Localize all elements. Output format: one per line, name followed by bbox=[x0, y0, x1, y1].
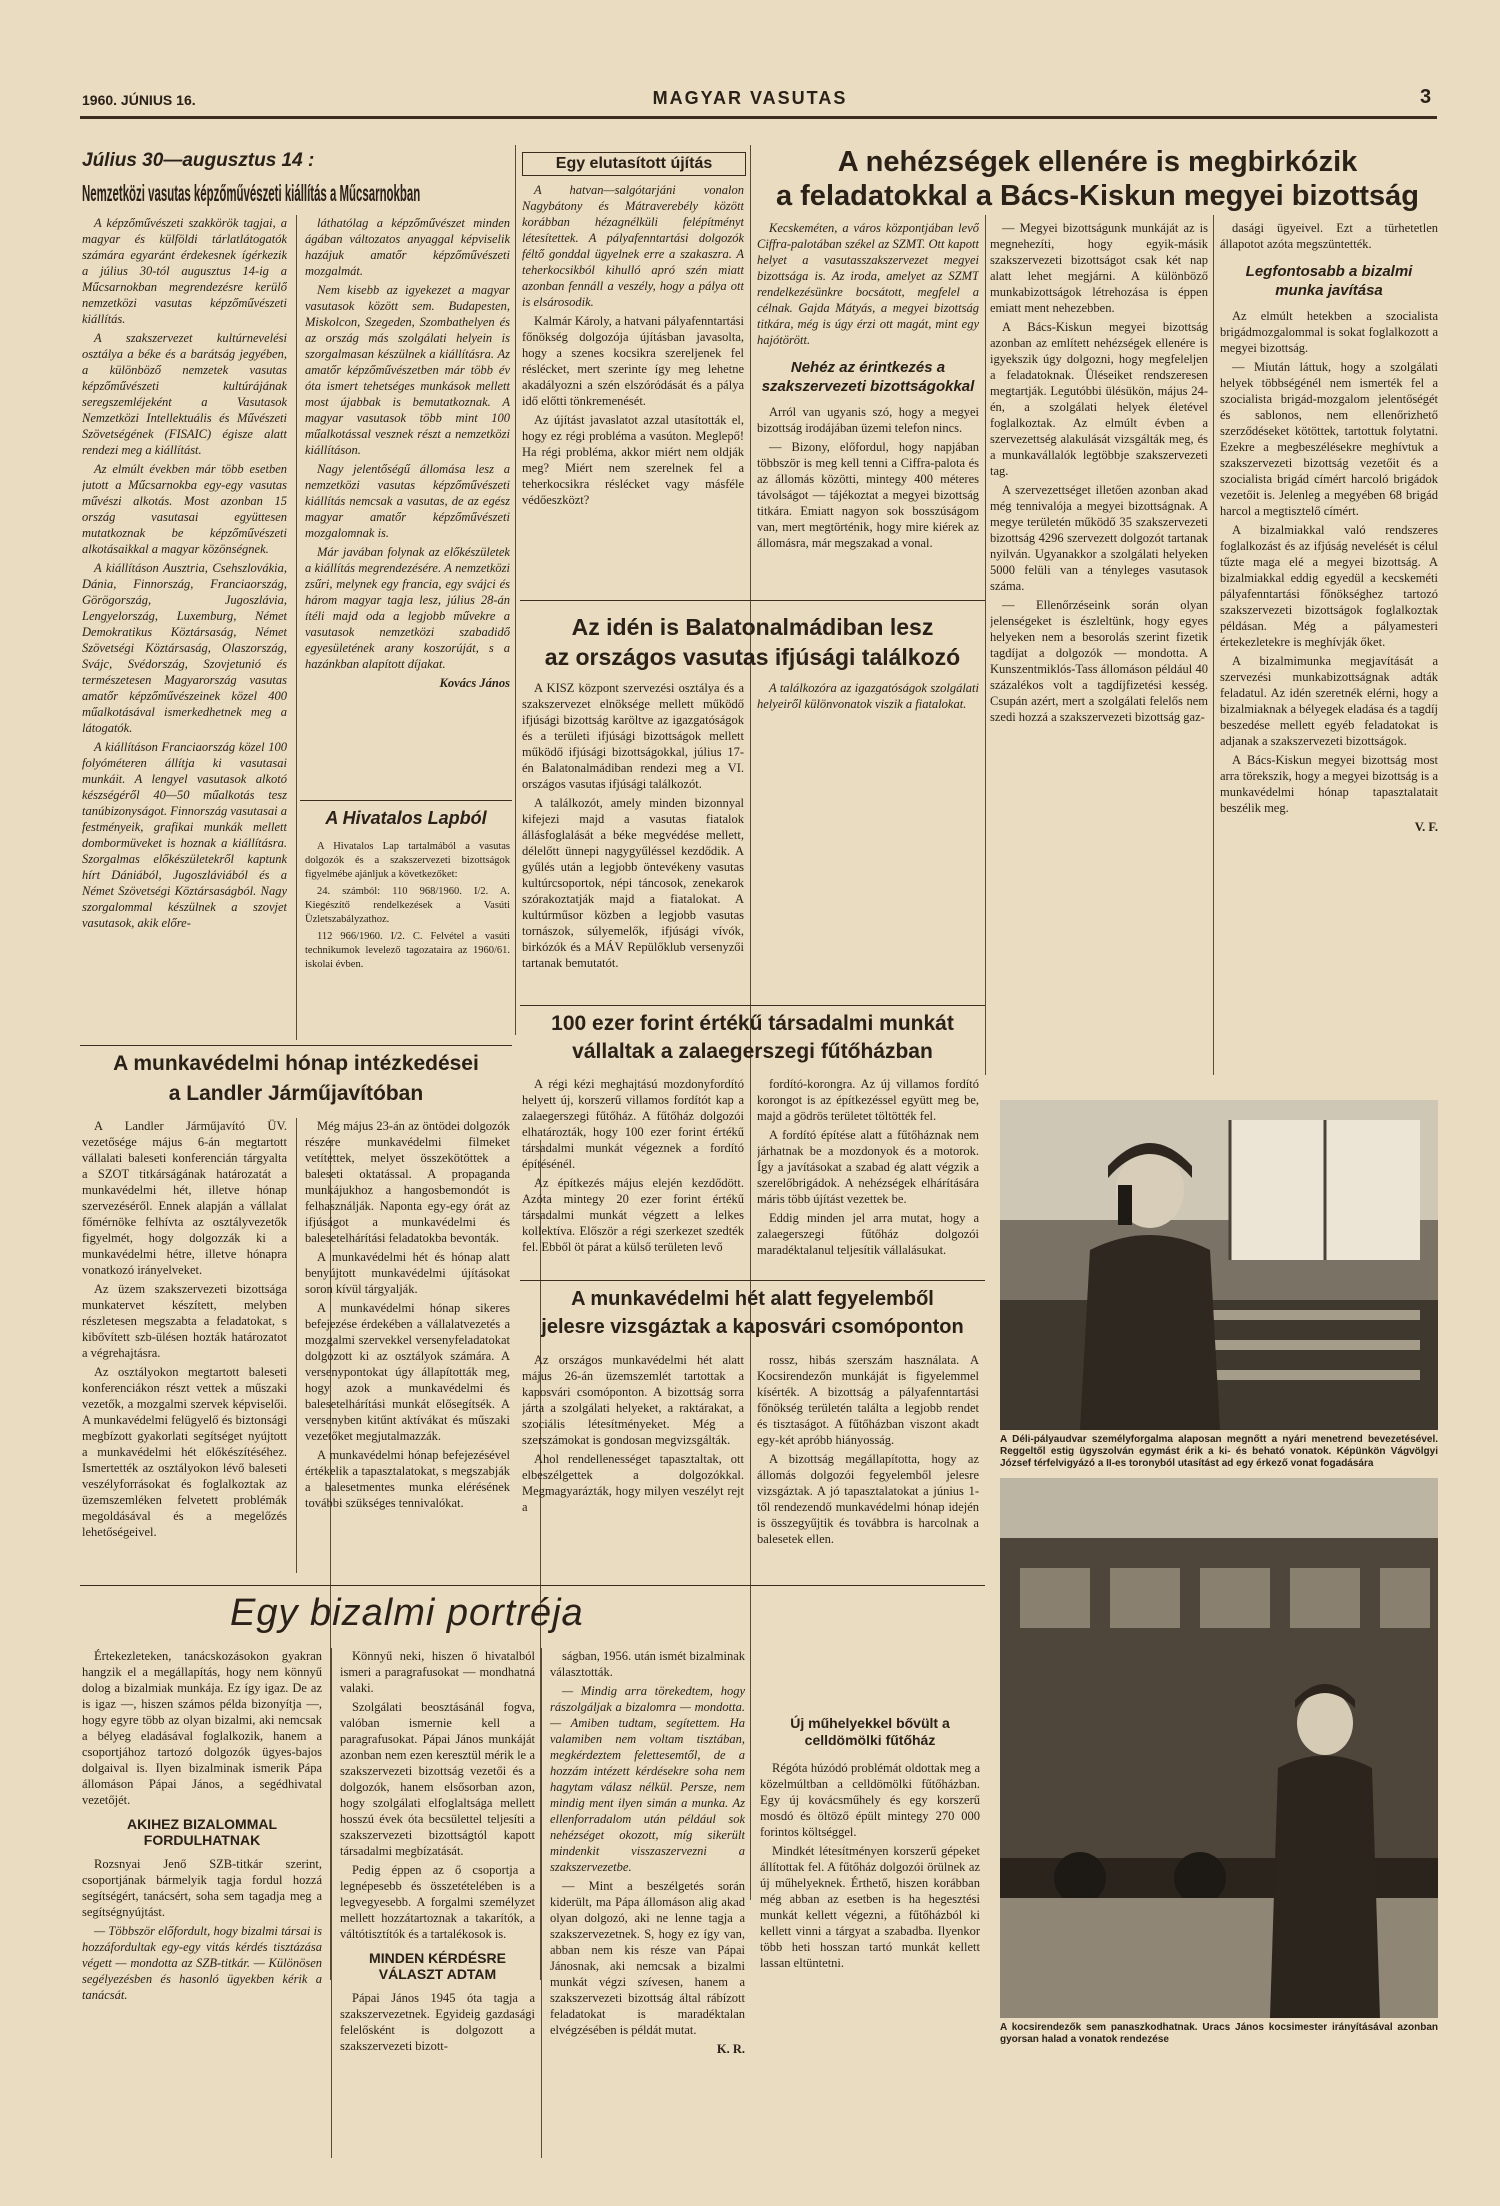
art1-col1 bbox=[82, 215, 287, 1040]
art5-p3: A találkozóra az igazgatóságok szolgálati helyeiről különvonatok viszik a fiatalokat. bbox=[757, 681, 979, 711]
art4-p7: — Ellenőrzéseink során olyan jelenségeket is észleltünk, hogy egyes helyeken nem a besorolás szerint fizetik tagdíjat a dolgozók — mondotta. A Kunszentmiklós-Tass állomáson például 40 százalékos volt a tagdíjfizetési kesség. Csupán azért, mert a szolgálati felelős nem szedi hozzá a szakszervezeti bizottság gaz- bbox=[990, 598, 1208, 724]
art3-p2: Kalmár Károly, a hatvani pályafenntartási főnökség dolgozója újításban javasolta, hogy a szenes kocsikra szereljenek fel réslécket, mert szerinte így meg lehetne akadályozni a szén elszóródását és a pálya idő előtti tönkremenését. bbox=[522, 314, 744, 408]
art8-p5: A munkavédelmi hét és hónap alatt benyújtott munkavédelmi újításokat soron kívül tárgyalják. bbox=[305, 1250, 510, 1296]
art8-p7: A munkavédelmi hónap befejezésével értékelik a tapasztalatokat, s megszabják a balesetmentes munka elérésének további szükséges tennivalókat. bbox=[305, 1448, 510, 1510]
art1-kicker: Július 30—augusztus 14 : bbox=[82, 150, 315, 171]
art5-p1: A KISZ központ szervezési osztálya és a szakszervezet elnöksége mellett működő ifjúsági bizottság karöltve az igazgatóságok és a területi ifjúsági bizottságok mellett működő ifjúsági bizottságokkal, július 17-én Balatonalmádiban rendezi meg a VI. országos vasutas ifjúsági találkozót. bbox=[522, 681, 744, 791]
art4-p2: Arról van ugyanis szó, hogy a megyei bizottság irodájában üzemi telefon nincs. bbox=[757, 405, 979, 435]
art9-col1 bbox=[82, 1648, 322, 2158]
art4-p1: Kecskeméten, a város központjában levő Ciffra-palotában székel az SZMT. Ott kapott helyet a vasutasszakszervezet megyei bizottsága is. Az iroda, amelyet az SZMT rendelkezésünkre bocsátott, megfelel a célnak. Gajda Mátyás, a megyei bizottság titkára, még is úgy érzi ott magát, mint egy hajótörött. bbox=[757, 221, 979, 347]
art5-col2 bbox=[757, 680, 979, 1005]
photo-shunting-yard-illustration bbox=[1000, 1478, 1438, 2018]
art9-p9: — Mindig arra törekedtem, hogy rászolgáljak a bizalomra — mondotta. — Amiben tudtam, segítettem. Ha valamiben nem voltam tisztában, megkérdeztem felettesemtől, de a hozzám intézett kérdésekre soha nem hagytam válasz nélkül. Persze, nem mindig ment ilyen simán a munka. Az ellenforradalom után például sok nehézséget okozott, míg sikerült mindenkit visszaszervezni a szakszervezetbe. bbox=[550, 1684, 745, 1874]
art9-col3 bbox=[550, 1648, 745, 2158]
section-rule bbox=[300, 800, 512, 801]
art1-signature: Kovács János bbox=[439, 676, 510, 690]
art10-body bbox=[760, 1760, 980, 2160]
art4-title-line1: A nehézségek ellenére is megbirkózik bbox=[837, 146, 1358, 178]
photo-signal-tower bbox=[1000, 1100, 1438, 1430]
art5-title-line2: az országos vasutas ifjúsági találkozó bbox=[544, 644, 961, 670]
art9-p2: Rozsnyai Jenő SZB-titkár szerint, csoportjának bármelyik tagja fordul hozzá segítségért, tanácsért, soha sem tagadja meg a segítségnyújtást. bbox=[82, 1857, 322, 1919]
photo-shunting-yard bbox=[1000, 1478, 1438, 2018]
art1-title: Nemzetközi vasutas képzőművészeti kiállítás a Műcsarnokban bbox=[82, 180, 421, 207]
art7-col2 bbox=[757, 1352, 979, 1557]
art4-sub2: Legfontosabb a bizalmi munka javítása bbox=[1245, 263, 1413, 299]
column-rule bbox=[331, 1648, 332, 2158]
art8-p1: A Landler Járműjavító ÜV. vezetősége május 6-án megtartott vállalati baleseti konferencián tárgyalta a SZOT titkárságának határozatát a munkavédelmi hét, illetve hónap szervezéséről. Ennek alapján a vállalat főmérnöke felhívta az osztályvezetők figyelmét, hogy dolgozzák ki a munkavédelmi hétre, illetve hónapra vonatkozó irányelveket. bbox=[82, 1119, 287, 1277]
art8-p4: Még május 23-án az öntödei dolgozók részére munkavédelmi filmeket vetítettek, melyet összekötöttek a baleseti oktatással. A propaganda munkájukhoz a hangosbemondót is felhasználják. Naponta egy-egy órát az ifjúságot a munkavédelmi és balesetelhárítási feladatokba bevonták. bbox=[305, 1119, 510, 1245]
art1-p7: Nem kisebb az igyekezet a magyar vasutasok között sem. Budapesten, Miskolcon, Szegeden, Szombathelyen és az ország más szolgálati helyein is szorgalmasan készülnek a kiállításra. Az amatőr képzőművészetben már több év óta ismert tehetséges munkások mellett most újabbak is bemutatkoznak. A magyar vasutasok több mint 100 műalkotással vesznek részt a nemzetközi kiállításon. bbox=[305, 283, 510, 457]
art6-title-line1: 100 ezer forint értékű társadalmi munkát bbox=[551, 1012, 954, 1035]
art1-p6: láthatólag a képzőművészet minden ágában változatos anyaggal képviselik hazájuk amatőr képzőművészeti mozgalmát. bbox=[305, 216, 510, 278]
photo-signal-tower-illustration bbox=[1000, 1100, 1438, 1430]
column-rule bbox=[515, 145, 516, 1035]
art9-p1: Értekezleteken, tanácskozásokon gyakran hangzik el a megállapítás, hogy nem könnyű dolog a bizalmiak munkája. Ez így igaz. De az is igaz —, hiszen számos példa bizonyítja —, hogy egyre több az olyan bizalmi, aki nemcsak a bélyeg eladásával foglalkozik, hanem a csoportjához tartozó dolgozók ügyes-bajos dolgaival is. Ilyen bizalminak ismerik Pápa állomáson Pápai János, a segédhivatal vezetőjét. bbox=[82, 1649, 322, 1807]
art1-col2 bbox=[305, 215, 510, 805]
section-rule bbox=[80, 1045, 512, 1046]
art5-col1 bbox=[522, 680, 744, 1005]
art6-p2: Az építkezés május elején kezdődött. Azóta mintegy 20 ezer forint értékű társadalmi munkát végzett a lelkes kollektíva. Először a régi szerkezet szedték fel. Ebből öt párat a külső területen levő bbox=[522, 1176, 744, 1254]
art4-p13: A Bács-Kiskun megyei bizottság most arra törekszik, hogy a megyei bizottság is a munkavédelmi hónap tapasztalatait beszélik meg. bbox=[1220, 753, 1438, 815]
art4-title-line2: a feladatokkal a Bács-Kiskun megyei bizottság bbox=[775, 180, 1420, 212]
art8-p6: A munkavédelmi hónap sikeres befejezése érdekében a vállalatvezetés a mozgalmi szervekkel versenyfeladatokat dolgozott ki az osztályok számára. A versenypontokat úgy állapították meg, hogy azok a munkavédelmi és balesetelhárítási munkát elősegítsék. A versenyben kitűnt aktívákat és műszaki vezetőket megjutalmazzák. bbox=[305, 1301, 510, 1443]
photo2-caption: A kocsirendezők sem panaszkodhatnak. Uracs János kocsimester irányításával azonban gyorsan halad a vonatok rendezése bbox=[1000, 2022, 1438, 2045]
art1-p5: A kiállításon Franciaország közel 100 folyóméteren állítja ki vasutasai munkáit. A lengyel vasutasok alkotó készségéről 40—50 műalkotás tesz tanúbizonyságot. Finnország vasutasai a festményeik, grafikai munkák mellett dombormüveket is hoznak a kiállításra. Szorgalmas előkészületekről kaptunk hírt Dániából, Jugoszláviából és a Német Szövetségi Köztársaságból. Nagy szorgalommal készülnek a szovjet vasutasok, akik előre- bbox=[82, 740, 287, 930]
art4-p11: A bizalmiakkal való rendszeres foglalkozást és az ifjúság nevelését is célul tűzte maga elé a megyei bizottság. A bizalmiakkal eddig egyedül a kecskeméti pályafenntartási főnökséghez tartozó szakszervezeti bizottságok foglalkoztak példásan. Még a pályamesteri értekezletekre is meghívják őket. bbox=[1220, 523, 1438, 649]
art4-col3 bbox=[1220, 220, 1438, 1075]
art4-p4: — Megyei bizottságunk munkáját az is megnehezíti, hogy egyik-másik szakszervezeti bizottságot csak két nap alatt lehet megjárni. A különböző munkabizottságok létrehozása is éppen emiatt ment nehezebben. bbox=[990, 221, 1208, 315]
art8-p3: Az osztályokon megtartott baleseti konferenciákon részt vettek a műszaki vezetők, a mozgalmi szervek képviselői. A munkavédelmi felügyelő és biztonsági megbízott gyakorlati segítséget nyújtott a munkavédelmi hét előkészítéséhez. Ismertették az osztályokon lévő baleseti veszélyforrásokat és foglalkoztak az üzemszemléken felvetett problémák megoldásával és a megelőzés lehetőségeivel. bbox=[82, 1365, 287, 1539]
art4-p3: — Bizony, előfordul, hogy napjában többször is meg kell tenni a Ciffra-palota és az állomás közötti, mintegy 400 méteres távolságot — tájékoztat a megyei bizottság titkára. Emiatt nagyon sok bosszúságom van, mert megtörténik, hogy mire kiérek az állomásra, már megszakad a vonal. bbox=[757, 440, 979, 550]
column-rule bbox=[296, 1118, 297, 1573]
art7-col1 bbox=[522, 1352, 744, 1557]
art8-p2: Az üzem szakszervezeti bizottsága munkatervet készített, melyben részletesen megszabta a feladatokat, s kibővített szb-ülésen hozták határozatot a végrehajtásra. bbox=[82, 1282, 287, 1360]
art8-col1 bbox=[82, 1118, 287, 1573]
art1-p9: Már javában folynak az előkészületek a kiállítás megrendezésére. A nemzetközi zsűri, melynek egy francia, egy svájci és három magyar tagja lesz, július 28-án ítéli majd oda a legjobb művekre a vasutasok nemzetközi szabadidő egyesületének arany koszorúját, s a hazánkban alapított díjakat. bbox=[305, 545, 510, 671]
art6-title-line2: vállaltak a zalaegerszegi fűtőházban bbox=[572, 1040, 933, 1063]
art1-p3: Az elmúlt években már több esetben jutott a Műcsarnokba egy-egy vasutas művészi alkotás. Most azonban 15 ország vasutasai együttesen mutatkoznak be képzőművészeti alkotásaikkal a magyar közönségnek. bbox=[82, 462, 287, 556]
column-rule bbox=[985, 215, 986, 1075]
art4-p5: A Bács-Kiskun megyei bizottság azonban az említett nehézségek ellenére is igyekszik úgy dolgozni, hogy megfeleljen a feladatoknak. Üléseiket rendszeresen megtartják. Legutóbbi ülésükön, május 24-én, a szolgálati helyek életével foglalkoztak. Az elmúlt évben a szervezettség alakulását vizsgálták meg, és a munkavállalók legtöbbje szakszervezeti tag. bbox=[990, 320, 1208, 478]
column-rule bbox=[296, 215, 297, 1040]
masthead-rule bbox=[80, 116, 1437, 119]
art4-p10: — Miután láttuk, hogy a szolgálati helyek többségénél nem ismerték fel a szocialista brigád-mozgalom jelentőségét és sablonos, nem ellenőrizhető szerződéseket kötöttek, tartottuk folytatni. Ezekre a megbeszélésekre meghívtuk a szakszervezeti bizottság vezetőit és a szocialista brigád címért harcoló brigádok vezetőit is. Jelenleg a megyében 68 brigád harcol a megtisztelő címért. bbox=[1220, 360, 1438, 518]
art4-p6: A szervezettséget illetően azonban akad még tennivalója a megyei bizottságnak. A megye területén működő 35 szakszervezeti bizottság 4296 szervezett dolgozót tartanak nyilván. Ugyanakkor a szolgálati helyeken 5000 felüli van a tényleges vasutasok száma. bbox=[990, 483, 1208, 593]
art2-title: A Hivatalos Lapból bbox=[325, 808, 487, 828]
art1-p2: A szakszervezet kultúrnevelési osztálya a béke és a barátság jegyében, a különböző nemzetek vasutas képzőművészeti kultúrájának seregszemléjeként a Vasutasok Nemzetközi Intellektuális és Művészeti Szövetségének (FISAIC) égisze alatt rendezi meg a kiállítást. bbox=[82, 331, 287, 457]
art2-intro: A Hivatalos Lap tartalmából a vasutas dolgozók és a szakszervezeti bizottságok figyelmébe ajánljuk a következőket: bbox=[305, 841, 510, 880]
art1-p8: Nagy jelentőségű állomása lesz a nemzetközi vasutas képzőművészeti kiállítás nemcsak a vasutas, de az egész magyar amatőr képzőművészeti mozgalomnak is. bbox=[305, 462, 510, 540]
art2-item2: 112 966/1960. I/2. C. Felvétel a vasúti technikumok levelező tagozataira az 1960/61. iskolai évben. bbox=[305, 931, 510, 970]
art1-title-wrap bbox=[82, 180, 512, 210]
column-rule bbox=[1213, 215, 1214, 1075]
art10-title: Új műhelyekkel bővült a celldömölki fűtőház bbox=[790, 1715, 950, 1748]
art7-p2: Ahol rendellenességet tapasztaltak, ott elbeszélgettek a dolgozókkal. Megmagyarázták, hogy milyen veszélyt rejt a bbox=[522, 1452, 744, 1514]
art8-title-line2: a Landler Járműjavítóban bbox=[168, 1082, 424, 1105]
art6-col1 bbox=[522, 1076, 744, 1276]
art4-sub1: Nehéz az érintkezés a szakszervezeti bizottságokkal bbox=[761, 359, 975, 395]
art4-p12: A bizalmimunka megjavítását a szervezési munkabizottságnak adták feladatul. Az idén szeretnék elérni, hogy a bizalmiaknak a bélyegek eladása és a tagdíj beszedése mellett egyéb feladatokat is adjanak a szakszervezeti bizottságok. bbox=[1220, 654, 1438, 748]
art8-title-line1: A munkavédelmi hónap intézkedései bbox=[113, 1052, 479, 1075]
art3-p1: A hatvan—salgótarjáni vonalon Nagybátony és Mátraverebély között korábban hézagnélküli felépítményt létesítettek. A pályafenntartási dolgozók féltő gonddal ügyelnek erre a szakaszra. A teherkocsikból kihulló apró szén miatt azonban fennáll a veszély, hogy a pálya ott is elsárosodik. bbox=[522, 183, 744, 309]
art3-p3: Az újítást javaslatot azzal utasították el, hogy ez régi probléma a vasúton. Meglepő! Ha régi probléma, akkor miért nem oldják meg? Miért nem szerelnek fel a teherkocsikra réslécket vagy másféle védőeszközt? bbox=[522, 413, 744, 507]
art4-p9: Az elmúlt hetekben a szocialista brigádmozgalommal is sokat foglalkozott a megyei bizottság. bbox=[1220, 309, 1438, 355]
art10-p1: Régóta húzódó problémát oldottak meg a közelmúltban a celldömölki fűtőházban. Egy új kovácsműhely és egy korszerű mosdó és öltöző épült mintegy 270 000 forintos költséggel. bbox=[760, 1761, 980, 1839]
art6-p4: A fordító építése alatt a fűtőháznak nem járhatnak be a mozdonyok és a motorok. Így a javításokat a szabad ég alatt végzik a szerelőbrigádok. A nehézségek elhárítására máris több újítást vezettek be. bbox=[757, 1128, 979, 1206]
art9-sub2: MINDEN KÉRDÉSRE VÁLASZT ADTAM bbox=[369, 1950, 506, 1982]
column-rule bbox=[541, 1648, 542, 2158]
art2-body bbox=[305, 840, 510, 1040]
art1-p4: A kiállításon Ausztria, Csehszlovákia, Dánia, Finnország, Franciaország, Görögország, Jugoszlávia, Lengyelország, Luxemburg, Német Demokratikus Köztársaság, Német Szövetségi Köztársaság, Olaszország, Svájc, Svédország, Szovjetunió és természetesen Magyarország vasutas amatőr képzőművészeinek közel 400 műalkotásával ismerkedhetnek meg a látogatók. bbox=[82, 561, 287, 735]
masthead-date: 1960. JÚNIUS 16. bbox=[82, 92, 196, 108]
art9-p6: Pedig éppen az ő csoportja a legnépesebb és összetételében is a legvegyesebb. A forgalmi személyzet mellett hozzátartoznak a takarítók, a váltótisztítók és a tartalékosok is. bbox=[340, 1863, 535, 1941]
art9-p7: Pápai János 1945 óta tagja a szakszervezetnek. Egyideig gazdasági felelősként is dolgozott a szakszervezeti bizott- bbox=[340, 1991, 535, 2053]
art1-p1: A képzőművészeti szakkörök tagjai, a magyar és külföldi tárlatlátogatók számára egyaránt érdekesnek ígérkezik a július 30-tól augusztus 14-ig a Műcsarnokban megrendezésre kerülő nemzetközi vasutas képzőművészeti kiállítás. bbox=[82, 216, 287, 326]
art9-p8: ságban, 1956. után ismét bizalminak választották. bbox=[550, 1649, 745, 1679]
art4-signature: V. F. bbox=[1414, 820, 1438, 834]
section-rule bbox=[520, 1005, 985, 1006]
art9-p4: Könnyű neki, hiszen ő hivatalból ismeri a paragrafusokat — mondhatná valaki. bbox=[340, 1649, 535, 1695]
art6-p5: Eddig minden jel arra mutat, hogy a zalaegerszegi fűtőház dolgozói maradéktalanul teljesítik vállalásukat. bbox=[757, 1211, 979, 1257]
art9-title: Egy bizalmi portréja bbox=[230, 1592, 584, 1634]
art5-title-line1: Az idén is Balatonalmádiban lesz bbox=[571, 614, 934, 640]
art10-p2: Mindkét létesítményen korszerű gépeket állítottak fel. A fűtőház dolgozói örülnek az új műhelyeknek. Érthető, hiszen korábban még abban az esetben is ha hegesztési munkát kellett végezni, a fűtőházból ki kellett vinni a tárgyat a szabadba. Ilyenkor több heti hosszan tartó munkát kellett lassan eltüntetni. bbox=[760, 1844, 980, 1970]
art9-p10: — Mint a beszélgetés során kiderült, ma Pápa állomáson alig akad olyan dolgozó, aki ne lenne tagja a szakszervezetnek. S, hogy ez így van, abban nem kis része van Pápai Jánosnak, aki nemcsak a bizalmi munkát végzi szívesen, hanem a szakszervezeti bizottság által rábízott feladatokat is maradéktalan elvégzésében is példát mutat. bbox=[550, 1879, 745, 2037]
art9-col2 bbox=[340, 1648, 535, 2158]
photo1-caption: A Déli-pályaudvar személyforgalma alaposan megnőtt a nyári menetrend bevezetésével. Reggeltől estig ügyszolván egymást érik a ki- és beható vonatok. Képünkön Vágvölgyi József térfelvigyázó a II-es toronyból utasítást ad egy érkező vonat fogadására bbox=[1000, 1434, 1438, 1469]
art9-signature: K. R. bbox=[716, 2042, 745, 2056]
art6-p3: fordító-korongra. Az új villamos fordító korongot is az építkezéssel együtt meg be, majd a gödrös területet töltötték fel. bbox=[757, 1077, 979, 1123]
art3-body bbox=[522, 182, 744, 592]
art7-title-line1: A munkavédelmi hét alatt fegyelemből bbox=[571, 1288, 934, 1310]
art2-item1: 24. számból: 110 968/1960. I/2. A. Kiegészítő rendelkezések a Vasúti Üzletszabályzathoz. bbox=[305, 886, 510, 925]
art8-col2 bbox=[305, 1118, 510, 1573]
masthead-title: MAGYAR VASUTAS bbox=[652, 88, 848, 108]
section-rule bbox=[80, 1585, 985, 1586]
art4-p8: dasági ügyeivel. Ezt a türhetetlen állapotot azóta megszüntették. bbox=[1220, 221, 1438, 251]
art7-p1: Az országos munkavédelmi hét alatt május 26-án üzemszemlét tartottak a kaposvári csomóponton. A bizottság sorra járta a szolgálati helyeket, a raktárakat, a szociális létesítményeket. Még a szerszámokat is gondosan megvizsgálták. bbox=[522, 1353, 744, 1447]
art6-p1: A régi kézi meghajtású mozdonyfordító helyett új, korszerű villamos fordítót kap a zalaegerszegi fűtőház. A fűtőház dolgozói elhatározták, hogy 100 ezer forint értékű társadalmi munkát végeznek a fordító építésénél. bbox=[522, 1077, 744, 1171]
section-rule bbox=[520, 600, 985, 601]
art9-sub1: AKIHEZ BIZALOMMAL FORDULHATNAK bbox=[126, 1816, 278, 1848]
art9-p5: Szolgálati beosztásánál fogva, valóban ismernie kell a paragrafusokat. Pápai János munkáját azonban nem ezen keresztül mérik le a szakszervezeti bizottság vezetői és a dolgozók, hanem elsősorban azon, hogy szolgálati elfoglaltsága mellett hosszú évek óta becsülettel teljesíti a szakszervezeti bizottságtól kapott társadalmi megbízatását. bbox=[340, 1700, 535, 1858]
page-number: 3 bbox=[1420, 86, 1432, 108]
art9-p3: — Többször előfordult, hogy bizalmi társai is hozzáfordultak egy-egy vitás kérdés tisztázása végett — mondotta az SZB-titkár. — Különösen segélyezésben és hasonló ügyekben kérik a tanácsát. bbox=[82, 1924, 322, 2002]
art3-title: Egy elutasított újítás bbox=[522, 152, 746, 176]
art4-col1 bbox=[757, 220, 979, 595]
art6-col2 bbox=[757, 1076, 979, 1276]
art4-col2 bbox=[990, 220, 1208, 1075]
art7-p4: A bizottság megállapította, hogy az állomás dolgozói fegyelemből jelesre vizsgáztak. A jó tapasztalatokat a június 1-től rendezendő munkavédelmi hónap idején is összegyűjtik és továbbra is harcolnak a balesetek ellen. bbox=[757, 1452, 979, 1546]
art7-p3: rossz, hibás szerszám használata. A Kocsirendezőn munkáját is figyelemmel kísérték. A bizottság a pályafenntartási főnökség területén találta a legjobb rendet és tisztaságot. A fűtőházban viszont akadt egy-két apróbb hiányosság. bbox=[757, 1353, 979, 1447]
art5-p2: A találkozót, amely minden bizonnyal kifejezi majd a vasutas fiatalok állásfoglalását a béke megvédése mellett, délelőtt ünnepi nagygyűléssel kezdődik. A gyűlés után a legjobb öntevékeny vasutas kultúrcsoportok, népi táncosok, zenekarok szórakoztatják majd a fiatalokat. A kultúrműsor közben a legjobb vasutas tornászok, súlyemelők, ifjúsági vívók, birkózók és a MÁV Repülőklub versenyzői tartanak bemutatót. bbox=[522, 796, 744, 970]
section-rule bbox=[520, 1280, 985, 1281]
art7-title-line2: jelesre vizsgáztak a kaposvári csomóponton bbox=[541, 1316, 964, 1338]
